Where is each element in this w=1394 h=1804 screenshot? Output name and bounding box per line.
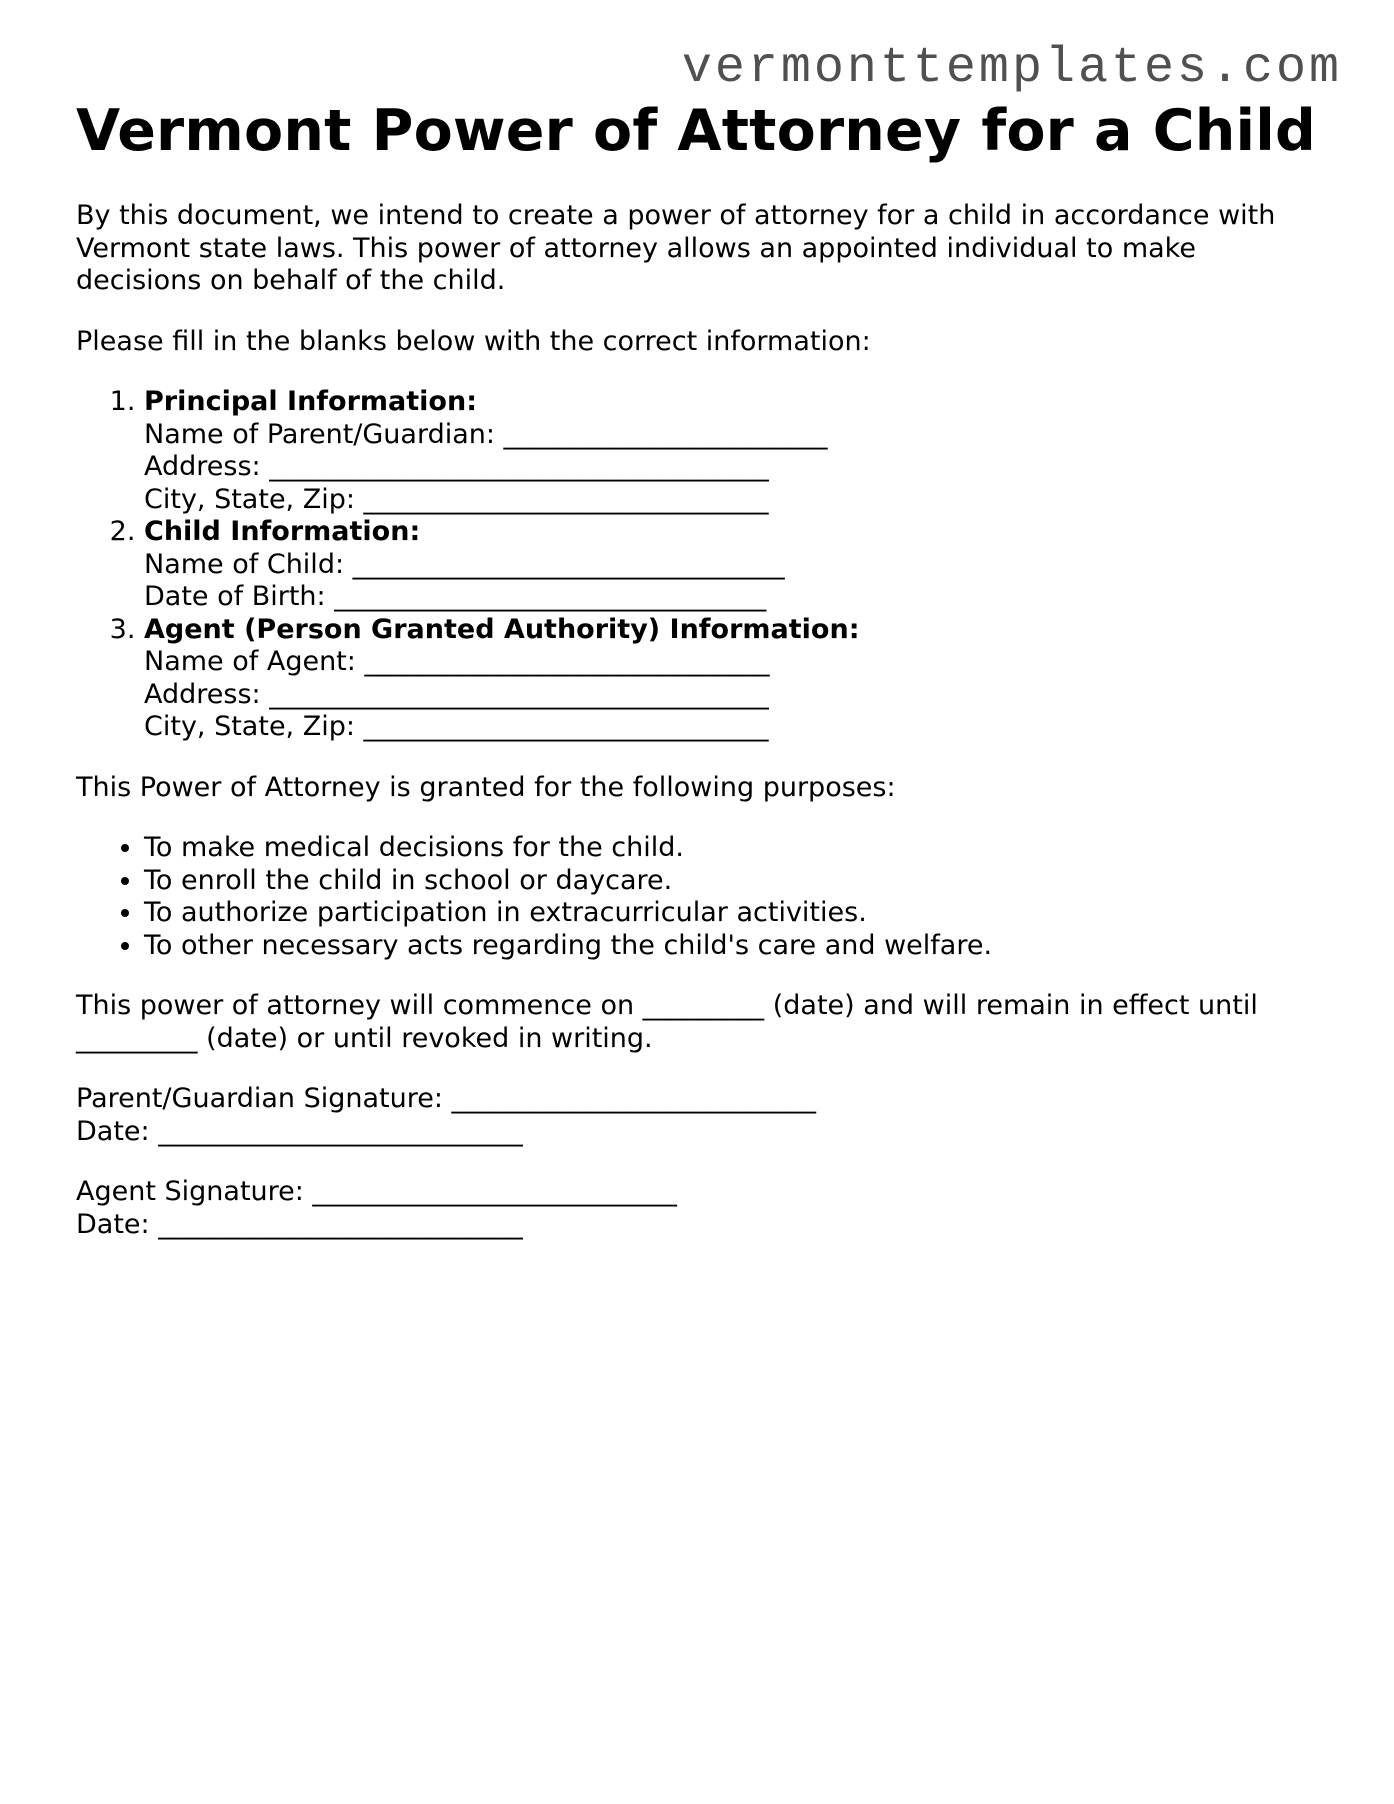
watermark: vermonttemplates.com	[681, 40, 1342, 97]
term-paragraph[interactable]: This power of attorney will commence on _________ (date) and will remain in effect until _________ (date) or until revoked in writing.	[76, 990, 1258, 1054]
intro-paragraph: By this document, we intend to create a power of attorney for a child in accordance with Vermont state laws. This power of attorney allows an appointed individual to make decisions on behalf of the child.	[76, 200, 1276, 296]
section-agent	[144, 614, 1336, 744]
parent-date-field[interactable]: Date: ___________________________	[76, 1115, 523, 1147]
agent-address-field[interactable]: Address: _____________________________________	[144, 678, 769, 710]
page-title: Vermont Power of Attorney for a Child	[76, 98, 1317, 164]
purpose-item: • To other necessary acts regarding the child's care and welfare.	[144, 930, 1336, 963]
section-child	[144, 516, 1336, 614]
parent-city-state-zip-field[interactable]: City, State, Zip: ______________________________	[144, 483, 769, 515]
child-dob-field[interactable]: Date of Birth: ________________________________	[144, 581, 767, 612]
purpose-item: • To authorize participation in extracurricular activities.	[144, 897, 1336, 930]
section-title: Agent (Person Granted Authority) Information:	[144, 613, 860, 645]
agent-signature-block	[76, 1176, 1336, 1241]
agent-name-field[interactable]: Name of Agent: ______________________________	[144, 646, 770, 677]
purposes-intro: This Power of Attorney is granted for the following purposes:	[76, 771, 896, 803]
section-title: Child Information:	[144, 516, 421, 547]
parent-signature-field[interactable]: Parent/Guardian Signature: ___________________________	[76, 1083, 817, 1114]
purpose-item: • To enroll the child in school or daycare.	[144, 865, 1336, 898]
agent-city-state-zip-field[interactable]: City, State, Zip: ______________________________	[144, 711, 769, 742]
section-principal	[144, 386, 1336, 516]
parent-signature-block	[76, 1083, 1336, 1148]
section-title: Principal Information:	[144, 386, 478, 417]
fill-instructions: Please fill in the blanks below with the correct information:	[76, 325, 871, 357]
agent-signature-field[interactable]: Agent Signature: ___________________________	[76, 1176, 677, 1207]
child-name-field[interactable]: Name of Child: ________________________________	[144, 548, 785, 580]
agent-date-field[interactable]: Date: ___________________________	[76, 1208, 523, 1240]
purpose-item: • To make medical decisions for the child.	[144, 832, 1336, 865]
purposes-list	[76, 832, 1336, 962]
parent-address-field[interactable]: Address: _____________________________________	[144, 451, 769, 482]
information-sections	[76, 386, 1336, 744]
document-page	[76, 98, 1336, 1241]
parent-name-field[interactable]: Name of Parent/Guardian: ________________________	[144, 418, 828, 450]
